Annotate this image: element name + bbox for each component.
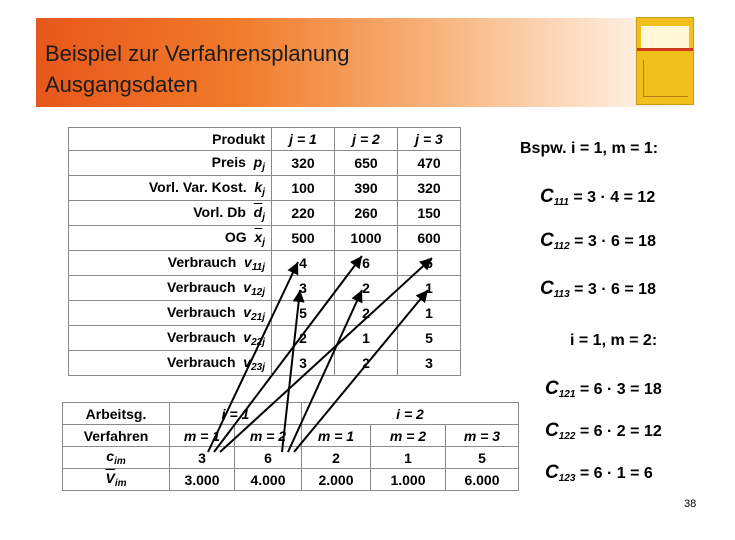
table-cell: 220 — [272, 201, 335, 226]
calc-c113: $C_{113} = 3 \cdot 6 = 18$ — [540, 278, 656, 300]
row-label: Preis $p_j$ — [69, 151, 272, 176]
row-label: Verbrauch $v_{11j}$ — [69, 251, 272, 276]
row-label: Verbrauch $v_{22j}$ — [69, 326, 272, 351]
group-header: i = 1 — [170, 403, 302, 425]
table-cell: 3 — [170, 447, 235, 469]
table-cell: 260 — [335, 201, 398, 226]
calc-c121: $C_{121} = 6 \cdot 3 = 18$ — [545, 378, 662, 400]
table-cell: m = 2 — [235, 425, 302, 447]
group-header: i = 2 — [302, 403, 519, 425]
calc-intro-2: i = 1, m = 2: — [570, 332, 658, 349]
row-label: $\overline{V}_{im}$ — [63, 469, 170, 491]
table-cell: 650 — [335, 151, 398, 176]
calc-c122: $C_{122} = 6 \cdot 2 = 12$ — [545, 420, 662, 442]
table-cell: 320 — [272, 151, 335, 176]
table-cell: 100 — [272, 176, 335, 201]
table-cell: 2 — [335, 276, 398, 301]
calc-c111: $C_{111} = 3 \cdot 4 = 12$ — [540, 186, 656, 208]
row-label: Arbeitsg. — [63, 403, 170, 425]
title-line-2: Ausgangsdaten — [45, 72, 198, 97]
table-cell: 5 — [272, 301, 335, 326]
table-cell: 6 — [235, 447, 302, 469]
row-label: OG $\overline{x}_j$ — [69, 226, 272, 251]
table-cell: 2 — [335, 351, 398, 376]
header-cell: j = 3 — [398, 128, 461, 151]
table-cell: 2 — [272, 326, 335, 351]
table-cell: 2 — [335, 301, 398, 326]
table-cell: 1.000 — [371, 469, 446, 491]
table-cell: 3 — [398, 351, 461, 376]
row-label: Verbrauch $v_{12j}$ — [69, 276, 272, 301]
table-cell: 3 — [272, 351, 335, 376]
table-cell: 150 — [398, 201, 461, 226]
table-cell: 1 — [371, 447, 446, 469]
table-cell: m = 2 — [371, 425, 446, 447]
table-cell: 1 — [398, 276, 461, 301]
table-cell: 3 — [272, 276, 335, 301]
calc-c123: $C_{123} = 6 \cdot 1 = 6$ — [545, 462, 653, 484]
table-cell: 5 — [398, 326, 461, 351]
table-cell: 5 — [446, 447, 519, 469]
header-cell: j = 1 — [272, 128, 335, 151]
row-label: $c_{im}$ — [63, 447, 170, 469]
table-cell: m = 3 — [446, 425, 519, 447]
calc-intro-1: Bspw. i = 1, m = 1: — [520, 140, 659, 157]
arrow-line — [294, 290, 428, 452]
table-cell: 600 — [398, 226, 461, 251]
row-label: Vorl. Var. Kost. $k_j$ — [69, 176, 272, 201]
calc-c112: $C_{112} = 3 \cdot 6 = 18$ — [540, 230, 656, 252]
table-cell: m = 1 — [170, 425, 235, 447]
table-cell: 1000 — [335, 226, 398, 251]
row-label: Verfahren — [63, 425, 170, 447]
row-label: Vorl. Db $\overline{d}_j$ — [69, 201, 272, 226]
table-cell: 500 — [272, 226, 335, 251]
table-cell: 6.000 — [446, 469, 519, 491]
table-cell: 6 — [398, 251, 461, 276]
page-number: 38 — [684, 498, 697, 510]
table-cell: 320 — [398, 176, 461, 201]
table-cell: 2 — [302, 447, 371, 469]
table-cell: 3.000 — [170, 469, 235, 491]
row-label: Verbrauch $v_{23j}$ — [69, 351, 272, 376]
table-cell: 1 — [335, 326, 398, 351]
arrow-line — [288, 290, 362, 452]
table-cell: 6 — [335, 251, 398, 276]
title-line-1: Beispiel zur Verfahrensplanung — [45, 41, 350, 66]
table-cell: m = 1 — [302, 425, 371, 447]
header-cell: j = 2 — [335, 128, 398, 151]
table-cell: 1 — [398, 301, 461, 326]
table-cell: 4.000 — [235, 469, 302, 491]
table-cell: 390 — [335, 176, 398, 201]
header-cell-produkt: Produkt — [69, 128, 272, 151]
table-cell: 4 — [272, 251, 335, 276]
table-cell: 2.000 — [302, 469, 371, 491]
row-label: Verbrauch $v_{21j}$ — [69, 301, 272, 326]
arrow-line — [282, 290, 300, 452]
arrow-line — [220, 258, 432, 452]
table-cell: 470 — [398, 151, 461, 176]
